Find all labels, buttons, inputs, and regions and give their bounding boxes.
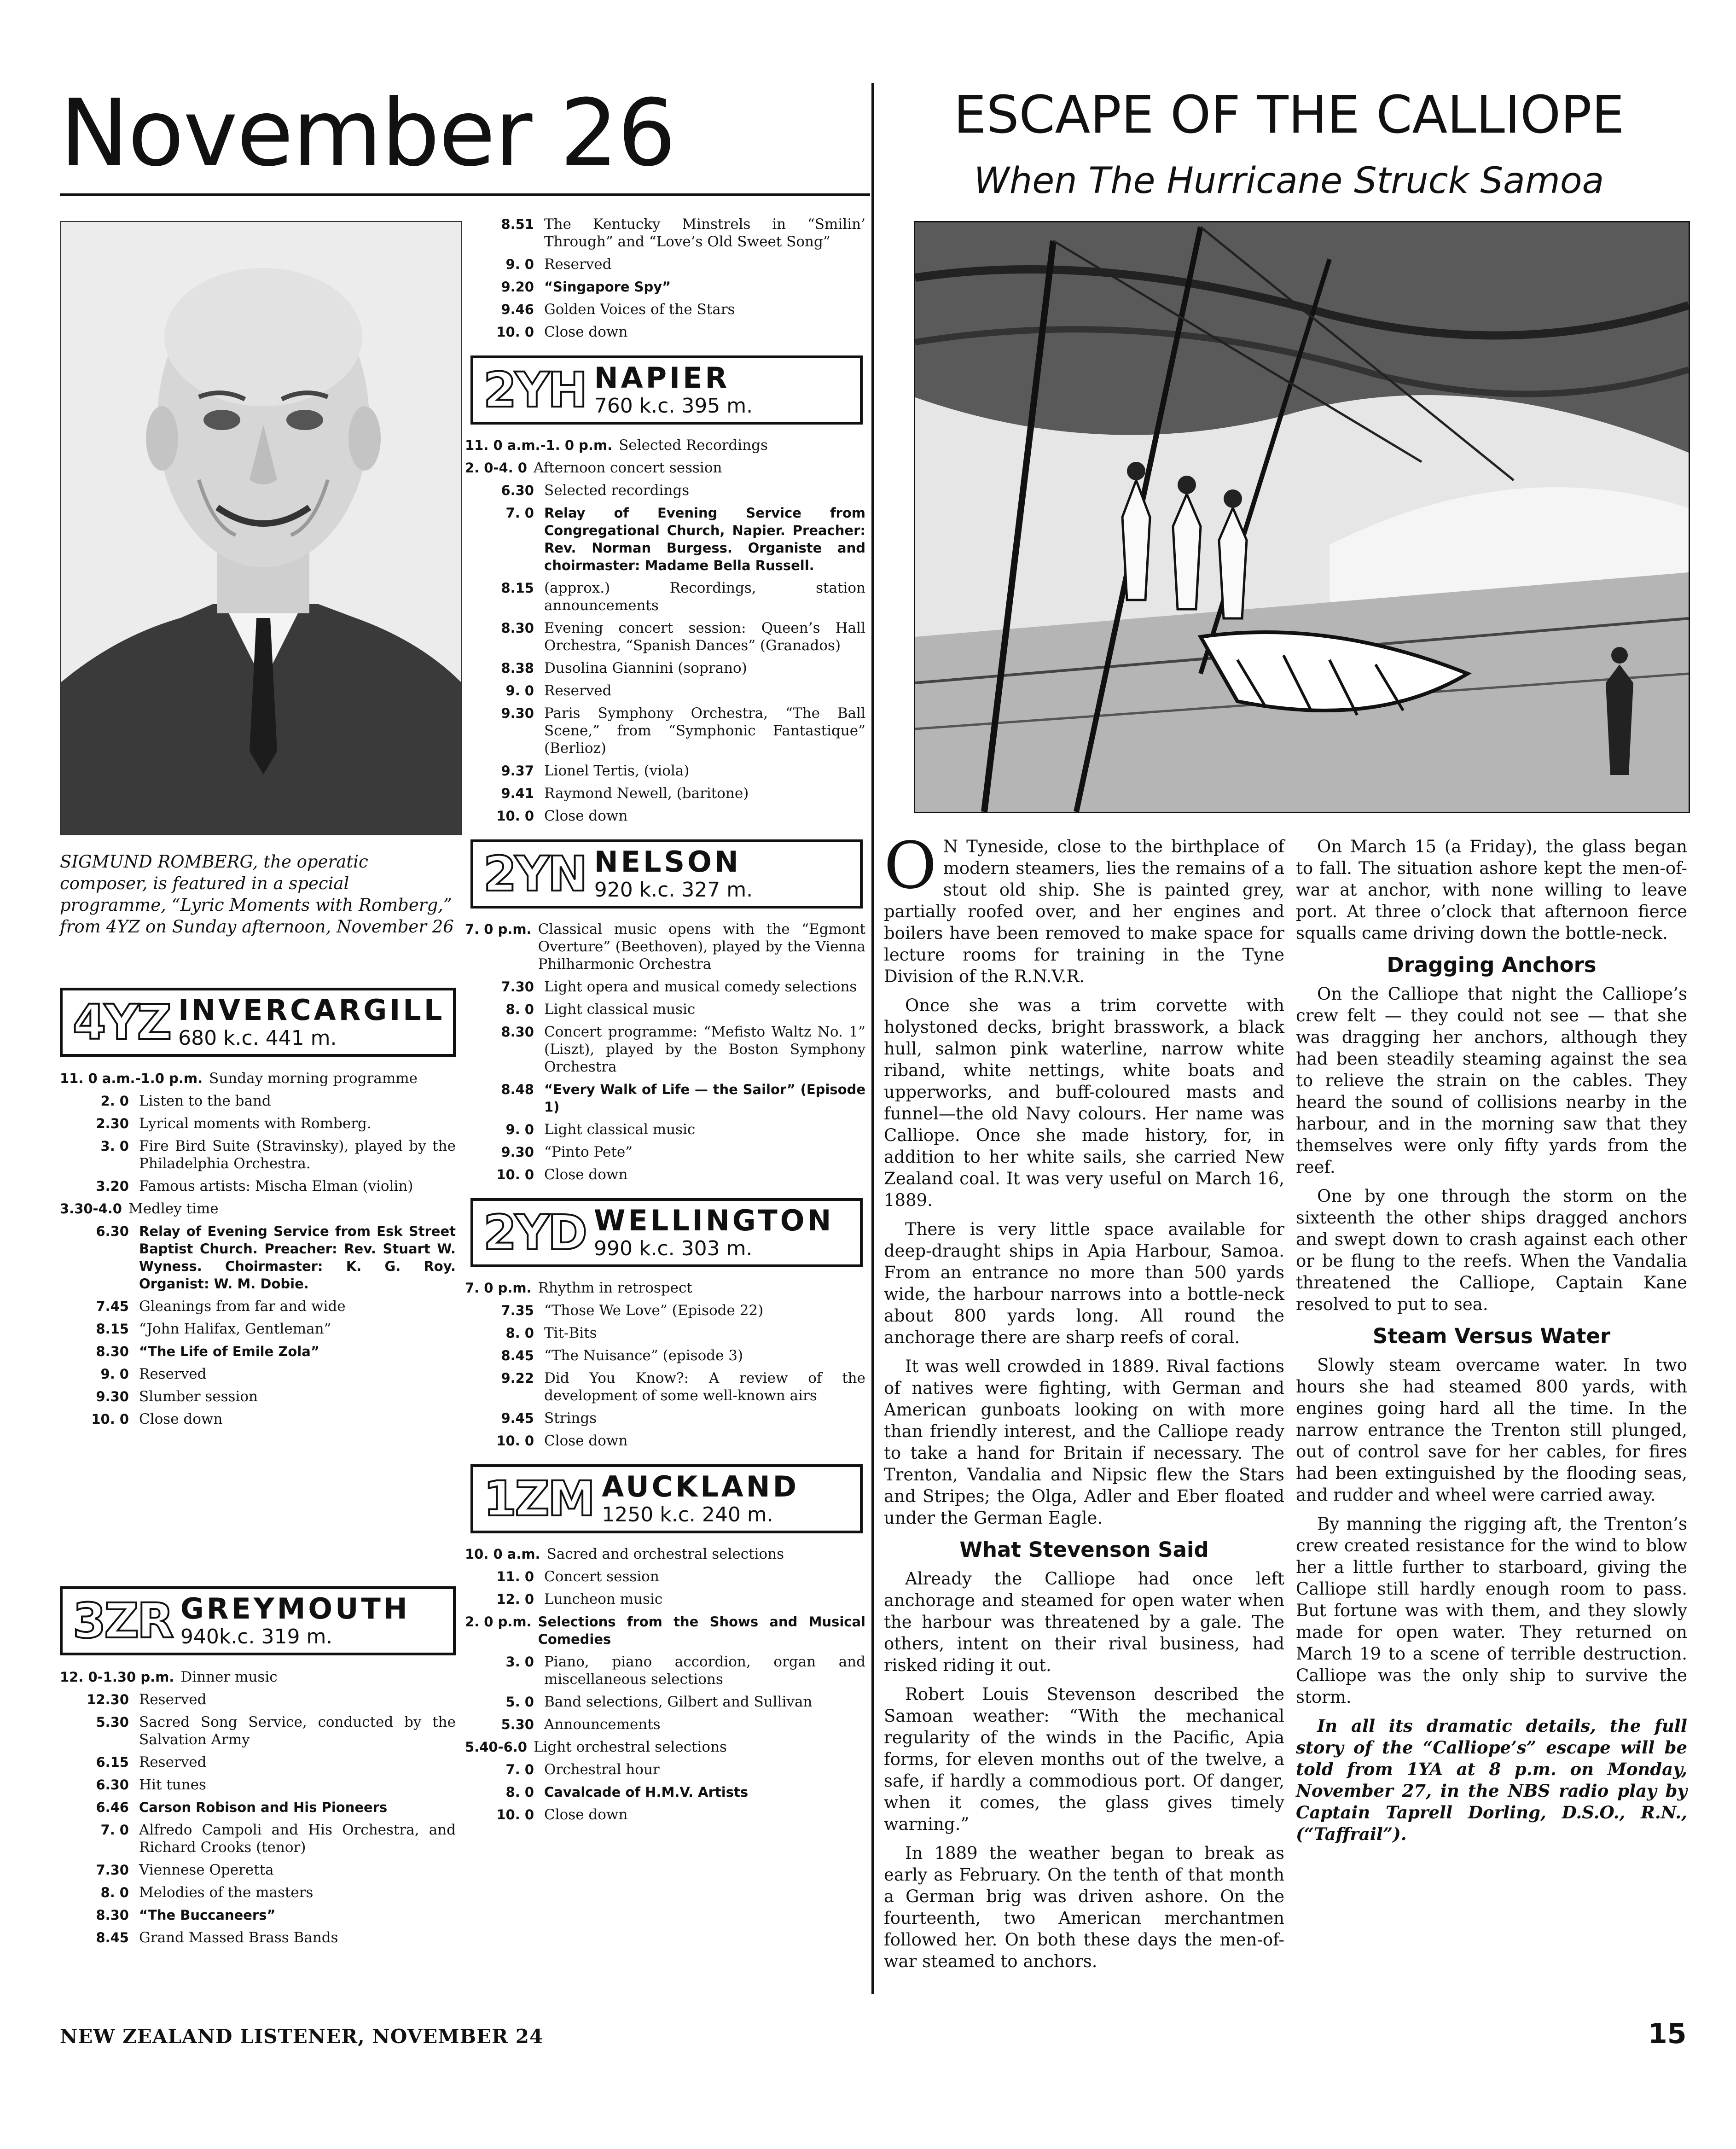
- schedule-time: 10. 0: [496, 1433, 534, 1449]
- schedule-description: Light classical music: [544, 1121, 696, 1138]
- article-column-2: [1296, 836, 1687, 1852]
- schedule-item: [465, 1279, 865, 1297]
- schedule-description: Concert programme: “Mefisto Waltz No. 1” (Liszt), played by the Boston Symphony Orchestra: [544, 1024, 865, 1075]
- schedule-item: [465, 482, 865, 499]
- schedule-time: 10. 0: [91, 1411, 129, 1427]
- schedule-description: Luncheon music: [544, 1591, 663, 1607]
- schedule-description: Reserved: [139, 1691, 207, 1708]
- schedule-item: [465, 1432, 865, 1450]
- schedule-description: Concert session: [544, 1568, 659, 1585]
- schedule-time: 9.22: [501, 1370, 534, 1386]
- schedule-time: 8.30: [501, 1024, 534, 1040]
- schedule-description: Reserved: [139, 1366, 207, 1382]
- schedule-item: [60, 1115, 456, 1132]
- schedule-description: Reserved: [544, 682, 612, 699]
- article-paragraph: It was well crowded in 1889. Rival factions of natives were fighting, with German and American gunboats looking on with more than friendly interest, and the Calliope ready to take a hand for Britain if necessary. The Trenton, Vandalia and Nipsic flew the Stars and Stripes; the Olga, Adler and Eber floated under the German Eagle.: [884, 1357, 1284, 1528]
- schedule-description: Announcements: [544, 1716, 661, 1733]
- schedule-time: 8.45: [501, 1348, 534, 1363]
- station-header-2yd: [470, 1198, 863, 1267]
- schedule-description: Gleanings from far and wide: [139, 1298, 346, 1315]
- schedule-item: [465, 437, 865, 454]
- schedule-item: [60, 1861, 456, 1879]
- schedule-description: Raymond Newell, (baritone): [544, 785, 749, 802]
- schedule-item: [60, 1070, 456, 1087]
- schedule-description: “Every Walk of Life — the Sailor” (Episode 1): [544, 1082, 865, 1115]
- schedule-time: 9. 0: [505, 1122, 534, 1137]
- schedule-item: [60, 1821, 456, 1856]
- program-list: [60, 1668, 456, 1946]
- schedule-time: 3.20: [96, 1178, 129, 1194]
- schedule-time: 7.35: [501, 1303, 534, 1318]
- broadcast-note: In all its dramatic details, the full story of the “Calliope’s” escape will be told from 1YA at 8 p.m. on Monday, November 27, in the NBS radio play by Captain Taprell Dorling, D.S.O., R.N., (“Taffrail”).: [1296, 1716, 1687, 1844]
- schedule-time: 6.30: [96, 1223, 129, 1239]
- schedule-item: [465, 785, 865, 802]
- schedule-time: 8.30: [96, 1344, 129, 1359]
- schedule-time: 8.48: [501, 1082, 534, 1097]
- schedule-time: 10. 0: [496, 324, 534, 340]
- schedule-item: [60, 1691, 456, 1708]
- schedule-description: Lyrical moments with Romberg.: [139, 1115, 372, 1132]
- schedule-description: “The Buccaneers”: [139, 1907, 276, 1923]
- call-sign: 1ZM: [483, 1471, 594, 1527]
- schedule-description: Selections from the Shows and Musical Comedies: [538, 1614, 865, 1647]
- schedule-time: 6.46: [96, 1800, 129, 1815]
- schedule-item: [465, 1590, 865, 1608]
- schedule-description: Slumber session: [139, 1388, 258, 1405]
- schedule-time: 3. 0: [505, 1654, 534, 1670]
- station-city: NELSON: [594, 845, 741, 879]
- schedule-time: 9. 0: [505, 256, 534, 272]
- schedule-item: [60, 1929, 456, 1946]
- schedule-time: 8. 0: [505, 1784, 534, 1800]
- schedule-item: [465, 1001, 865, 1018]
- schedule-item: [465, 1783, 865, 1801]
- schedule-description: Listen to the band: [139, 1093, 271, 1109]
- schedule-item: [465, 504, 865, 574]
- schedule-item: [465, 1409, 865, 1427]
- drop-cap: O: [884, 828, 937, 903]
- schedule-time: 11. 0 a.m.-1.0 p.m.: [60, 1071, 203, 1086]
- schedule-description: Reserved: [139, 1754, 207, 1770]
- schedule-description: Alfredo Campoli and His Orchestra, and Richard Crooks (tenor): [139, 1822, 456, 1856]
- schedule-item: [465, 705, 865, 757]
- schedule-description: Sunday morning programme: [209, 1070, 418, 1087]
- section-heading: What Stevenson Said: [959, 1537, 1209, 1562]
- schedule-item: [465, 659, 865, 677]
- page-title: November 26: [60, 80, 675, 187]
- schedule-item: [465, 1545, 865, 1563]
- storm-ship-illustration: [914, 221, 1690, 813]
- article-paragraph: N Tyneside, close to the birthplace of modern steamers, lies the remains of a stout old ship. She is painted grey, partially roofed over, and her engines and boilers have been removed to make space for lecture rooms for training in the Tyne Division of the R.N.V.R.: [884, 837, 1284, 986]
- schedule-description: “Those We Love” (Episode 22): [544, 1302, 764, 1319]
- schedule-time: 9.41: [501, 786, 534, 801]
- station-city: INVERCARGILL: [178, 993, 445, 1027]
- schedule-description: Selected recordings: [544, 482, 690, 499]
- schedule-description: Band selections, Gilbert and Sullivan: [544, 1694, 813, 1710]
- portrait-caption: SIGMUND ROMBERG, the operatic composer, is featured in a special programme, “Lyric Moments with Romberg,” from 4YZ on Sunday afternoon, November 26: [60, 852, 454, 937]
- schedule-time: 10. 0 a.m.: [465, 1546, 540, 1562]
- schedule-time: 5.40-6.0: [465, 1739, 527, 1755]
- schedule-time: 5.30: [501, 1717, 534, 1732]
- schedule-time: 7. 0 p.m.: [465, 921, 532, 937]
- schedule-description: Medley time: [128, 1200, 219, 1217]
- schedule-item: [60, 1388, 456, 1405]
- section-heading: Steam Versus Water: [1372, 1324, 1611, 1348]
- schedule-description: Close down: [139, 1411, 223, 1427]
- schedule-description: Lionel Tertis, (viola): [544, 763, 690, 779]
- schedule-time: 9.20: [501, 279, 534, 295]
- schedule-time: 9. 0: [505, 683, 534, 699]
- schedule-item: [60, 1177, 456, 1195]
- schedule-time: 9.30: [501, 705, 534, 721]
- schedule-item: [465, 323, 865, 341]
- schedule-description: Dinner music: [180, 1669, 278, 1685]
- schedule-item: [60, 1884, 456, 1901]
- schedule-time: 7.30: [501, 979, 534, 995]
- schedule-item: [60, 1668, 456, 1686]
- schedule-item: [465, 762, 865, 780]
- schedule-description: Evening concert session: Queen’s Hall Orchestra, “Spanish Dances” (Granados): [544, 620, 865, 654]
- call-sign: 2YH: [483, 362, 586, 418]
- publication-footer: NEW ZEALAND LISTENER, NOVEMBER 24: [60, 2025, 544, 2048]
- schedule-description: “Singapore Spy”: [544, 279, 671, 295]
- schedule-item: [465, 1023, 865, 1076]
- schedule-item: [465, 215, 865, 250]
- schedule-time: 11. 0: [496, 1569, 534, 1584]
- station-city: WELLINGTON: [594, 1204, 834, 1237]
- schedule-description: Orchestral hour: [544, 1761, 660, 1778]
- station-frequency: 1250 k.c. 240 m.: [602, 1503, 773, 1526]
- schedule-time: 10. 0: [496, 1167, 534, 1182]
- schedule-description: Grand Massed Brass Bands: [139, 1929, 338, 1946]
- schedule-time: 6.15: [96, 1754, 129, 1770]
- schedule-item: [60, 1906, 456, 1924]
- station-city: GREYMOUTH: [180, 1592, 410, 1625]
- schedule-description: Afternoon concert session: [533, 460, 722, 476]
- schedule-description: Sacred and orchestral selections: [546, 1546, 784, 1562]
- schedule-time: 8.15: [96, 1321, 129, 1337]
- station-city: AUCKLAND: [602, 1470, 800, 1503]
- schedule-time: 7. 0 p.m.: [465, 1280, 532, 1296]
- schedule-description: Light opera and musical comedy selections: [544, 978, 857, 995]
- program-list: [465, 1279, 865, 1450]
- program-list: [465, 1545, 865, 1823]
- schedule-item: [465, 278, 865, 296]
- schedule-description: “Pinto Pete”: [544, 1144, 633, 1160]
- schedule-item: [465, 1568, 865, 1585]
- schedule-item: [465, 1324, 865, 1342]
- title-rule: [60, 193, 870, 196]
- schedule-description: Light orchestral selections: [533, 1739, 727, 1755]
- schedule-time: 7. 0: [100, 1822, 129, 1838]
- schedule-item: [60, 1713, 456, 1748]
- schedule-time: 2. 0-4. 0: [465, 460, 527, 476]
- schedule-time: 5. 0: [505, 1694, 534, 1710]
- article-paragraph: Slowly steam overcame water. In two hours she had steamed 800 yards, with engines going hard all the time. In the narrow entrance the Trenton still plunged, out of control save for her cables, for fires had been extinguished by the flooding seas, and rudder and wheel were carried away.: [1296, 1355, 1687, 1505]
- schedule-description: Rhythm in retrospect: [538, 1280, 692, 1296]
- schedule-time: 12.30: [87, 1692, 129, 1707]
- call-sign: 2YN: [483, 846, 586, 902]
- schedule-description: Sacred Song Service, conducted by the Salvation Army: [139, 1714, 456, 1748]
- schedule-time: 12. 0: [496, 1591, 534, 1607]
- schedule-item: [60, 1200, 456, 1217]
- schedule-item: [60, 1320, 456, 1338]
- schedule-time: 9.46: [501, 302, 534, 317]
- schedule-description: Selected Recordings: [619, 437, 768, 454]
- call-sign: 2YD: [483, 1205, 586, 1261]
- schedule-time: 8.30: [96, 1907, 129, 1923]
- schedule-time: 7. 0: [505, 1762, 534, 1777]
- schedule-time: 8.38: [501, 660, 534, 676]
- romberg-portrait-image: [61, 222, 461, 834]
- portrait-photo: [60, 221, 462, 835]
- schedule-item: [60, 1223, 456, 1293]
- schedule-description: Close down: [544, 808, 628, 824]
- column-divider: [871, 83, 874, 1994]
- schedule-item: [60, 1799, 456, 1816]
- schedule-item: [465, 619, 865, 654]
- schedule-item: [60, 1137, 456, 1172]
- schedule-item: [465, 682, 865, 699]
- schedule-item: [465, 1347, 865, 1364]
- schedule-time: 8.15: [501, 580, 534, 596]
- calliope-storm-image: [915, 222, 1689, 812]
- schedule-time: 10. 0: [496, 1807, 534, 1823]
- schedule-description: Paris Symphony Orchestra, “The Ball Scene,” from “Symphonic Fantastique” (Berlioz): [544, 705, 865, 757]
- article-paragraph: In 1889 the weather began to break as early as February. On the tenth of that month a German brig was driven ashore. On the fourteenth, two American merchantmen followed her. On both these days the men-of-war steamed to anchors.: [884, 1843, 1284, 1971]
- schedule-description: Fire Bird Suite (Stravinsky), played by the Philadelphia Orchestra.: [139, 1138, 456, 1172]
- program-list-continued: [465, 215, 865, 341]
- station-header-2yn: [470, 839, 863, 909]
- schedule-item: [465, 1369, 865, 1404]
- schedule-item: [465, 579, 865, 614]
- article-subtitle: When The Hurricane Struck Samoa: [974, 160, 1604, 202]
- schedule-item: [465, 1121, 865, 1138]
- schedule-time: 3. 0: [100, 1138, 129, 1154]
- station-header-4yz: [60, 988, 456, 1057]
- schedule-description: Cavalcade of H.M.V. Artists: [544, 1784, 749, 1800]
- schedule-item: [465, 807, 865, 825]
- station-frequency: 760 k.c. 395 m.: [594, 394, 753, 418]
- schedule-item: [465, 1302, 865, 1319]
- schedule-item: [465, 1716, 865, 1733]
- schedule-time: 9.37: [501, 763, 534, 779]
- schedule-item: [60, 1776, 456, 1794]
- schedule-time: 8. 0: [505, 1325, 534, 1341]
- schedule-description: Famous artists: Mischa Elman (violin): [139, 1178, 413, 1194]
- article-paragraph: There is very little space available for deep-draught ships in Apia Harbour, Samoa. From an entrance no more than 500 yards wide, the harbour narrows into a bottle-neck about 800 yards long. All round the anchorage there are sharp reefs of coral.: [884, 1219, 1284, 1347]
- schedule-time: 9.45: [501, 1410, 534, 1426]
- schedule-description: Relay of Evening Service from Esk Street Baptist Church. Preacher: Rev. Stuart W. Wyness. Choirmaster: K. G. Roy. Organist: W. M. Dobie.: [139, 1223, 456, 1292]
- article-paragraph: Robert Louis Stevenson described the Samoan weather: “With the mechanical regularity of the winds in the Pacific, Apia forms, for eleven months out of the twelve, a safe, if hardly a commodious port. Of danger, when it comes, the glass gives timely warning.”: [884, 1684, 1284, 1834]
- schedule-time: 5.30: [96, 1714, 129, 1730]
- schedule-item: [60, 1298, 456, 1315]
- schedule-time: 9.30: [501, 1144, 534, 1160]
- station-frequency: 940k.c. 319 m.: [180, 1625, 333, 1648]
- schedule-item: [465, 1081, 865, 1116]
- schedule-item: [465, 1613, 865, 1648]
- schedule-time: 9. 0: [100, 1366, 129, 1382]
- schedule-time: 7.30: [96, 1862, 129, 1878]
- schedule-description: Viennese Operetta: [139, 1862, 274, 1878]
- schedule-item: [465, 920, 865, 973]
- station-city: NAPIER: [594, 361, 730, 395]
- schedule-description: The Kentucky Minstrels in “Smilin’ Through” and “Love’s Old Sweet Song”: [544, 216, 865, 250]
- schedule-item: [60, 1092, 456, 1110]
- schedule-description: Dusolina Giannini (soprano): [544, 660, 747, 676]
- schedule-description: “John Halifax, Gentleman”: [139, 1321, 331, 1337]
- schedule-item: [465, 459, 865, 477]
- schedule-item: [465, 1693, 865, 1711]
- schedule-description: Strings: [544, 1410, 597, 1427]
- article-column-1: [884, 828, 1284, 1980]
- schedule-time: 8.30: [501, 620, 534, 636]
- article-title: ESCAPE OF THE CALLIOPE: [953, 85, 1625, 145]
- schedule-time: 7.45: [96, 1299, 129, 1314]
- station-frequency: 920 k.c. 327 m.: [594, 878, 753, 902]
- article-paragraph: On the Calliope that night the Calliope’s crew felt — they could not see — that she was dragging her anchors, although they had been steadily steaming against the sea to relieve the strain on the cables. They heard the sound of collisions nearby in the harbour, and in the morning saw that they themselves were only fifty yards from the reef.: [1296, 984, 1687, 1177]
- schedule-description: Relay of Evening Service from Congregational Church, Napier. Preacher: Rev. Norman Burgess. Organiste and choirmaster: Madame Bella Russell.: [544, 505, 865, 573]
- schedule-item: [60, 1410, 456, 1428]
- schedule-time: 6.30: [96, 1777, 129, 1793]
- schedule-item: [465, 1166, 865, 1183]
- schedule-description: Reserved: [544, 256, 612, 273]
- schedule-description: Close down: [544, 1166, 628, 1183]
- station-3zr: [60, 1586, 456, 1951]
- schedule-description: Hit tunes: [139, 1776, 206, 1793]
- program-list: [465, 437, 865, 825]
- schedule-description: Close down: [544, 1806, 628, 1823]
- schedule-description: Did You Know?: A review of the development of some well-known airs: [544, 1370, 865, 1404]
- schedule-description: Melodies of the masters: [139, 1884, 314, 1901]
- section-heading: Dragging Anchors: [1387, 953, 1597, 977]
- schedule-description: Golden Voices of the Stars: [544, 301, 735, 318]
- middle-schedule-column: [465, 215, 865, 1829]
- schedule-description: Tit-Bits: [544, 1325, 597, 1341]
- schedule-item: [465, 1806, 865, 1823]
- article-paragraph: Once she was a trim corvette with holystoned decks, bright brasswork, a black hull, salmon pink waterline, narrow white riband, white nettings, white boats and upperworks, and buff-coloured masts and funnel—the old Navy colours. Her name was Calliope. Once she made history, for, in addition to her white sails, she carried New Zealand coal. It was very useful on March 16, 1889.: [884, 996, 1284, 1210]
- schedule-time: 12. 0-1.30 p.m.: [60, 1669, 174, 1685]
- schedule-item: [60, 1343, 456, 1360]
- schedule-description: Carson Robison and His Pioneers: [139, 1800, 388, 1815]
- schedule-item: [465, 1653, 865, 1688]
- schedule-time: 8.51: [501, 216, 534, 232]
- station-frequency: 990 k.c. 303 m.: [594, 1237, 753, 1260]
- schedule-description: Classical music opens with the “Egmont Overture” (Beethoven), played by the Vienna Philharmonic Orchestra: [538, 921, 865, 973]
- station-header-2yh: [470, 355, 863, 425]
- schedule-time: 10. 0: [496, 808, 534, 824]
- schedule-time: 2. 0 p.m.: [465, 1614, 532, 1630]
- schedule-item: [60, 1365, 456, 1383]
- schedule-item: [60, 1753, 456, 1771]
- schedule-item: [465, 1761, 865, 1778]
- schedule-time: 7. 0: [505, 505, 534, 521]
- schedule-description: “The Life of Emile Zola”: [139, 1344, 319, 1359]
- station-4yz: [60, 988, 456, 1433]
- call-sign: 4YZ: [73, 994, 170, 1050]
- schedule-time: 9.30: [96, 1389, 129, 1404]
- article-paragraph: Already the Calliope had once left anchorage and steamed for open water when the harbour was threatened by a gale. The others, intent on their rival business, had risked riding it out.: [884, 1569, 1284, 1675]
- schedule-description: “The Nuisance” (episode 3): [544, 1347, 743, 1364]
- program-list: [60, 1070, 456, 1428]
- schedule-item: [465, 301, 865, 318]
- schedule-description: Close down: [544, 1433, 628, 1449]
- schedule-item: [465, 1738, 865, 1756]
- call-sign: 3ZR: [73, 1593, 172, 1649]
- schedule-time: 11. 0 a.m.-1. 0 p.m.: [465, 437, 613, 453]
- schedule-description: Close down: [544, 324, 628, 340]
- article-paragraph: By manning the rigging aft, the Trenton’s crew created resistance for the wind to blow her a little further to starboard, giving the Calliope still hardly enough room to pass. But fortune was with them, and they slowly made for open water. They returned on March 19 to a scene of terrible destruction. Calliope was the only ship to survive the storm.: [1296, 1514, 1687, 1707]
- station-header-3zr: [60, 1586, 456, 1655]
- schedule-description: Light classical music: [544, 1001, 696, 1018]
- schedule-time: 8.45: [96, 1930, 129, 1945]
- schedule-time: 3.30-4.0: [60, 1201, 122, 1217]
- schedule-time: 2.30: [96, 1116, 129, 1131]
- schedule-item: [465, 256, 865, 273]
- schedule-time: 8. 0: [505, 1002, 534, 1017]
- schedule-time: 8. 0: [100, 1885, 129, 1900]
- schedule-time: 2. 0: [100, 1093, 129, 1109]
- schedule-item: [465, 1143, 865, 1161]
- station-header-1zm: [470, 1464, 863, 1533]
- schedule-description: Piano, piano accordion, organ and miscellaneous selections: [544, 1654, 865, 1688]
- schedule-time: 6.30: [501, 483, 534, 498]
- schedule-description: (approx.) Recordings, station announcements: [544, 580, 865, 614]
- article-paragraph: One by one through the storm on the sixteenth the other ships dragged anchors and swept down to crash against each other or be flung to the reefs. When the Vandalia threatened the Calliope, Captain Kane resolved to put to sea.: [1296, 1186, 1687, 1314]
- schedule-item: [465, 978, 865, 996]
- station-frequency: 680 k.c. 441 m.: [178, 1026, 337, 1050]
- program-list: [465, 920, 865, 1183]
- article-paragraph: On March 15 (a Friday), the glass began to fall. The situation ashore kept the men-of-war at anchor, with none willing to leave port. At three o’clock that afternoon fierce squalls came driving down the bottle-neck.: [1296, 837, 1687, 943]
- page-number: 15: [1648, 2018, 1687, 2050]
